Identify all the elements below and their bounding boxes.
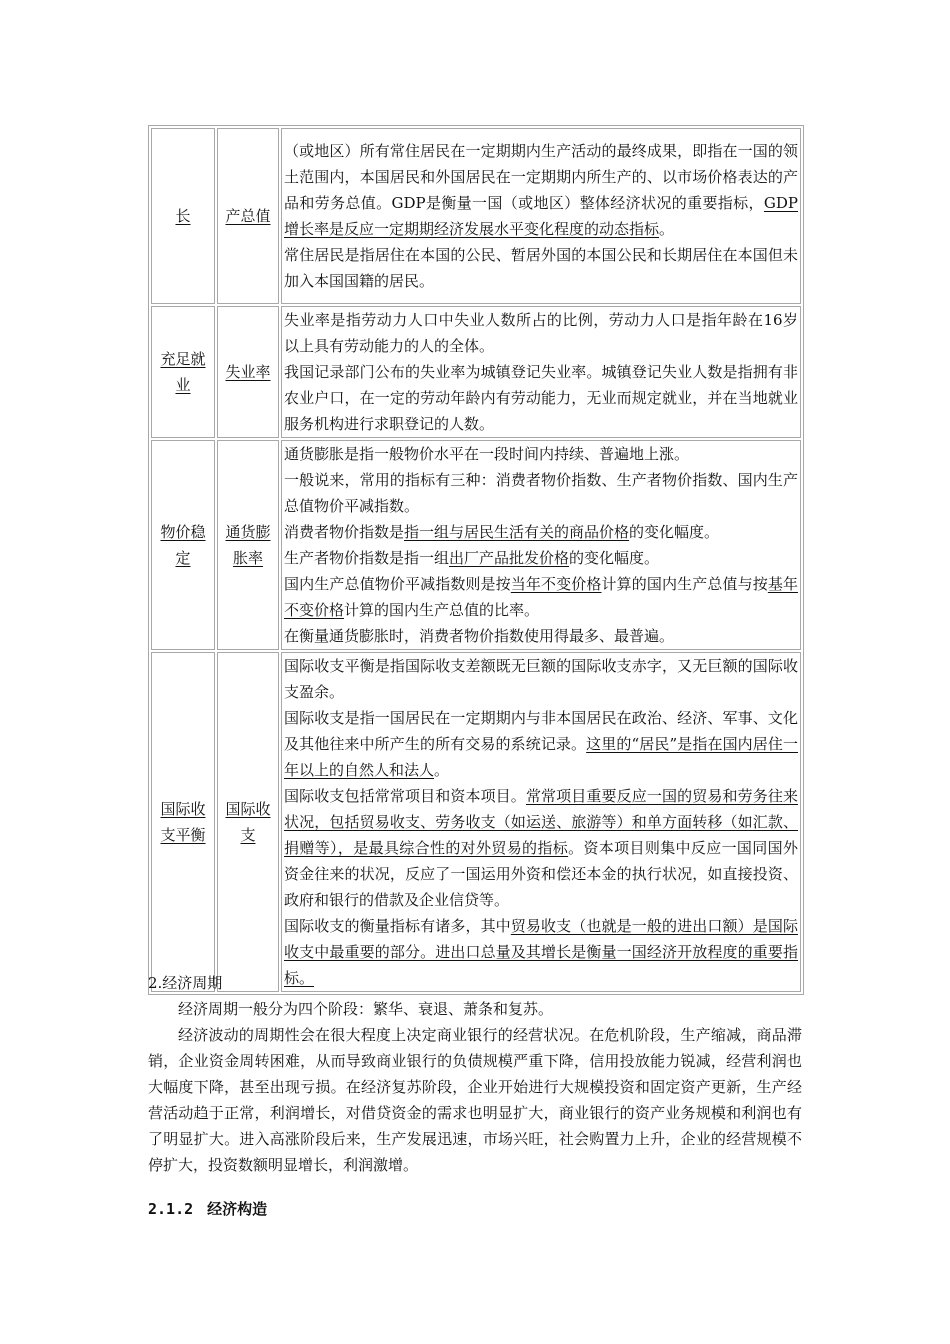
- goal-label: 长: [175, 207, 191, 225]
- goal-cell: [151, 440, 215, 650]
- underlined-text: 贸易收支（也就是一般的进出口额）是国际收支中最重要的部分。进出口总量及其增长是衡量一国经济开放程度的重要指标。: [284, 917, 798, 987]
- underlined-text: 基年不变价格: [284, 575, 798, 619]
- underlined-text: 出厂产品批发价格: [449, 549, 570, 567]
- goal-cell: [151, 652, 215, 992]
- section-title: 2.经济周期: [148, 974, 223, 992]
- text-run: 国际收支平衡是指国际收支差额既无巨额的国际收支赤字，又无巨额的国际收支盈余。: [284, 657, 798, 701]
- text-run: 消费者物价指数是: [284, 523, 405, 541]
- description-cell: [281, 652, 801, 992]
- goal-cell: [151, 128, 215, 304]
- underlined-text: GDP增长率是反应一定期期经济发展水平变化程度的动态指标: [284, 194, 798, 238]
- text-run: 失业率是指劳动力人口中失业人数所占的比例，劳动力人口是指年龄在16岁以上具有劳动能力的人的全体。: [284, 311, 798, 355]
- description-paragraph: [284, 441, 798, 467]
- description-paragraph: [284, 359, 798, 437]
- text-run: 。: [659, 220, 675, 238]
- text-run: 国际收支包括常常项目和资本项目。: [284, 787, 526, 805]
- description-paragraph: [284, 467, 798, 519]
- goal-cell: [151, 306, 215, 438]
- description-paragraph: [284, 242, 798, 294]
- indicator-cell: [217, 306, 279, 438]
- text-run: 计算的国内生产总值与按: [601, 575, 768, 593]
- description-paragraph: [284, 571, 798, 623]
- text-run: 通货膨胀是指一般物价水平在一段时间内持续、普遍地上涨。: [284, 445, 690, 463]
- description-paragraph: [284, 653, 798, 705]
- indicator-label: 产总值: [225, 207, 271, 225]
- description-paragraph: [284, 307, 798, 359]
- description-paragraph: [284, 783, 798, 913]
- indicator-cell: [217, 128, 279, 304]
- description-paragraph: [284, 138, 798, 242]
- text-run: 。: [434, 761, 450, 779]
- text-run: 常住居民是指居住在本国的公民、暂居外国的本国公民和长期居住在本国但未加入本国国籍的居民。: [284, 246, 798, 290]
- indicator-label: 国际收支: [225, 800, 271, 844]
- table-row: [151, 128, 801, 304]
- text-run: 我国记录部门公布的失业率为城镇登记失业率。城镇登记失业人数是指拥有非农业户口，在一定的劳动年龄内有劳动能力，无业而规定就业，并在当地就业服务机构进行求职登记的人数。: [284, 363, 798, 433]
- description-cell: [281, 306, 801, 438]
- paragraph: 经济波动的周期性会在很大程度上决定商业银行的经营状况。在危机阶段，生产缩减，商品滞销，企业资金周转困难，从而导致商业银行的负债规模严重下降，信用投放能力锐减，经营利润也大幅度下降，甚至出现亏损。在经济复苏阶段，企业开始进行大规模投资和固定资产更新，生产经营活动趋于正常，利润增长，对借贷资金的需求也明显扩大，商业银行的资产业务规模和利润也有了明显扩大。进入高涨阶段后来，生产发展迅速，市场兴旺，社会购置力上升，企业的经营规模不停扩大，投资数额明显增长，利润激增。: [148, 1026, 802, 1174]
- text-run: 在衡量通货膨胀时，消费者物价指数使用得最多、最普遍。: [284, 627, 675, 645]
- description-cell: [281, 440, 801, 650]
- description-paragraph: [284, 623, 798, 649]
- table-row: [151, 440, 801, 650]
- description-paragraph: [284, 705, 798, 783]
- text-run: 的变化幅度。: [629, 523, 720, 541]
- underlined-text: 当年不变价格: [510, 575, 602, 593]
- goal-label: 国际收支平衡: [160, 800, 206, 844]
- heading-number: 2.1.2: [148, 1200, 194, 1218]
- indicator-label: 通货膨胀率: [225, 523, 271, 567]
- subsection-heading: [148, 1196, 267, 1222]
- table-row: [151, 652, 801, 992]
- heading-text: 经济构造: [207, 1200, 268, 1218]
- paragraph: 经济周期一般分为四个阶段：繁华、衰退、萧条和复苏。: [178, 1000, 554, 1018]
- underlined-text: 常常项目重要反应一国的贸易和劳务往来状况，包括贸易收支、劳务收支（如运送、旅游等）和单方面转移（如汇款、捐赠等），是最具综合性的对外贸易的指标: [284, 787, 798, 857]
- text-run: 生产者物价指数是指一组: [284, 549, 450, 567]
- goal-label: 物价稳定: [160, 523, 206, 567]
- underlined-text: 这里的“居民”是指在国内居住一年以上的自然人和法人: [284, 735, 798, 779]
- indicator-cell: [217, 440, 279, 650]
- text-run: 一般说来，常用的指标有三种：消费者物价指数、生产者物价指数、国内生产总值物价平减指数。: [284, 471, 798, 515]
- text-run: 的变化幅度。: [569, 549, 660, 567]
- text-run: 计算的国内生产总值的比率。: [344, 601, 540, 619]
- description-cell: [281, 128, 801, 304]
- indicator-label: 失业率: [225, 363, 271, 381]
- text-run: 。资本项目则集中反应一国同国外资金往来的状况，反应了一国运用外资和偿还本金的执行状况，如直接投资、政府和银行的借款及企业信贷等。: [284, 839, 798, 909]
- underlined-text: 指一组与居民生活有关的商品价格: [404, 523, 630, 541]
- text-run: （或地区）所有常住居民在一定期期内生产活动的最终成果，即指在一国的领土范围内，本国居民和外国居民在一定期期内所生产的、以市场价格表达的产品和劳务总值。GDP是衡量一国（或地区）整体经济状况的重要指标，: [284, 142, 798, 212]
- economic-indicators-table: [148, 125, 804, 995]
- text-run: 国际收支是指一国居民在一定期期内与非本国居民在政治、经济、军事、文化及其他往来中所产生的所有交易的系统记录。: [284, 709, 798, 753]
- description-paragraph: [284, 545, 798, 571]
- goal-label: 充足就业: [160, 350, 206, 394]
- description-paragraph: [284, 519, 798, 545]
- text-run: 国际收支的衡量指标有诸多，其中: [284, 917, 511, 935]
- text-run: 国内生产总值物价平减指数则是按: [284, 575, 511, 593]
- description-paragraph: [284, 913, 798, 991]
- indicator-cell: [217, 652, 279, 992]
- table-row: [151, 306, 801, 438]
